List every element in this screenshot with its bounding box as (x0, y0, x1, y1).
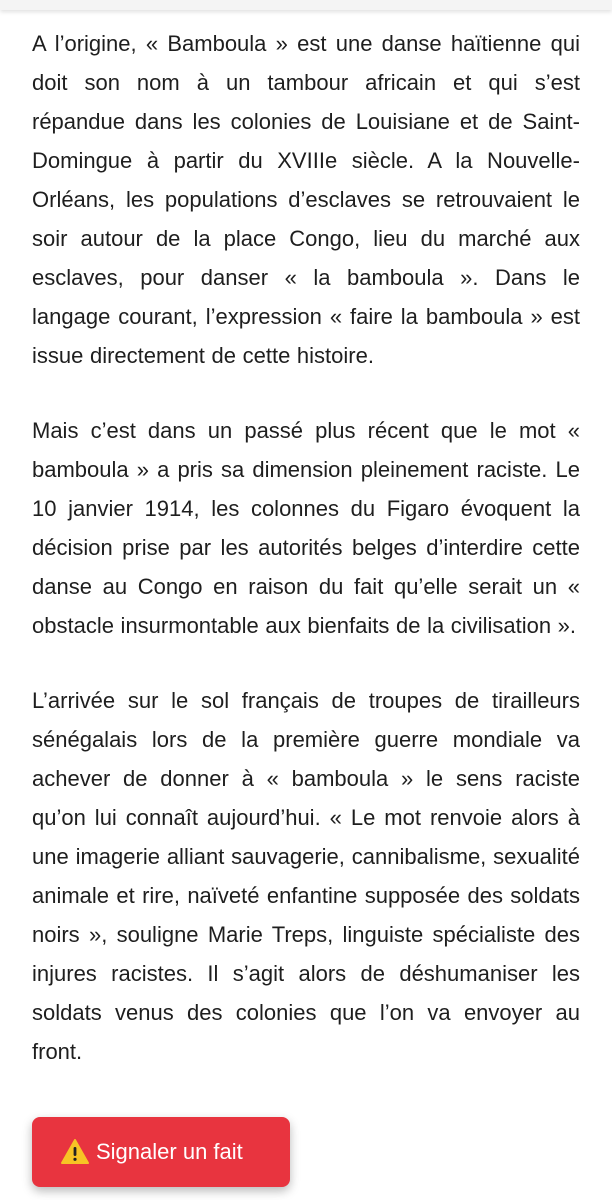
article-paragraph-3: L’arrivée sur le sol français de troupes de tirailleurs sénégalais lors de la première guerre mondiale va achever de donner à « bamboula » le sens raciste qu’on lui connaît aujourd’hui. « Le mot renvoie alors à une imagerie alliant sauvagerie, cannibalisme, sexualité animale et rire, naïveté enfantine supposée des soldats noirs », souligne Marie Treps, linguiste spécialiste des injures racistes. Il s’agit alors de déshumaniser les soldats venus des colonies que l’on va envoyer au front. (32, 688, 580, 1064)
article-body (32, 24, 580, 1107)
article-paragraph-1: A l’origine, « Bamboula » est une danse haïtienne qui doit son nom à un tambour africain et qui s’est répandue dans les colonies de Louisiane et de Saint-Domingue à partir du XVIIIe siècle. A la Nouvelle-Orléans, les populations d’esclaves se retrouvaient le soir autour de la place Congo, lieu du marché aux esclaves, pour danser « la bamboula ». Dans le langage courant, l’expression « faire la bamboula » est issue directement de cette histoire. (32, 31, 580, 368)
top-bar (0, 0, 612, 10)
report-fact-label: Signaler un fait (96, 1139, 243, 1164)
report-fact-button[interactable] (32, 1117, 290, 1187)
warning-icon (60, 1137, 90, 1167)
article-paragraph-2: Mais c’est dans un passé plus récent que le mot « bamboula » a pris sa dimension pleinement raciste. Le 10 janvier 1914, les colonnes du Figaro évoquent la décision prise par les autorités belges d’interdire cette danse au Congo en raison du fait qu’elle serait un « obstacle insurmontable aux bienfaits de la civilisation ». (32, 418, 580, 638)
